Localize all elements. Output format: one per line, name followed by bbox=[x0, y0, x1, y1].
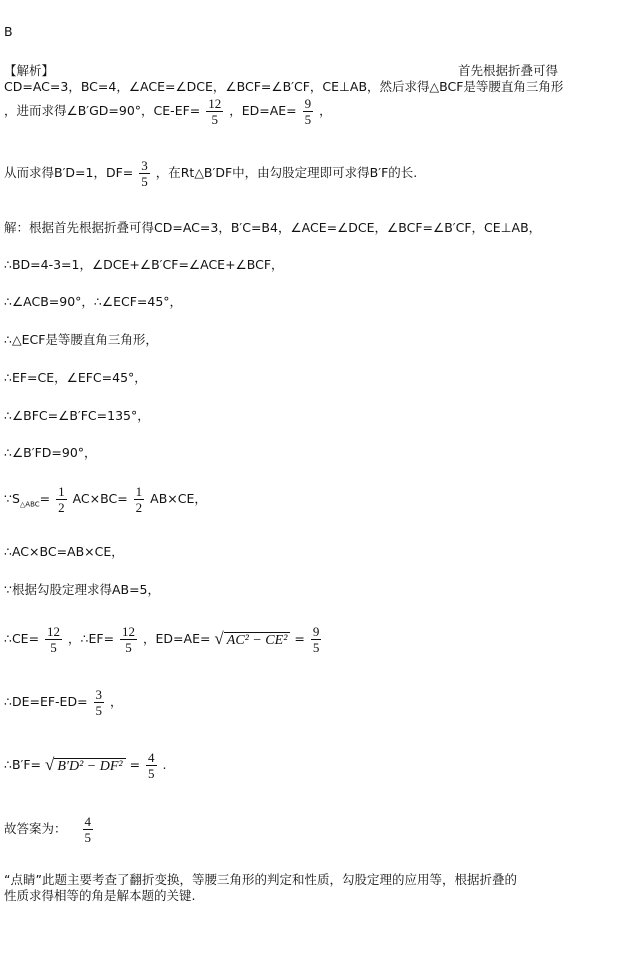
solution-line-8: $\because S_{\triangle ABC}=$ $\frac{1}{2}$ AC×BC= $\frac{1}{2}$ AB×CE， bbox=[4, 484, 207, 515]
solution-line-6: ∴∠BFC=∠B′FC=135°， bbox=[4, 408, 150, 423]
analysis-heading: 【解析】 bbox=[4, 63, 55, 78]
solution-line-11: ∴CE= $\frac{12}{5}$ ，∴EF= $\frac{12}{5}$ ，ED=AE= √ AC² − CE² = $\frac{9}{5}$ bbox=[4, 624, 320, 655]
solution-line-5: ∴EF=CE，∠EFC=45°， bbox=[4, 370, 147, 385]
square-root: √ AC² − CE² bbox=[214, 631, 290, 649]
comment-line-1: “点睛”此题主要考查了翻折变换，等腰三角形的判定和性质，勾股定理的应用等，根据折叠的 bbox=[4, 872, 517, 887]
solution-line-1: 解：根据首先根据折叠可得CD=AC=3，B′C=B4，∠ACE=∠DCE，∠BCF=∠B′CF，CE⊥AB， bbox=[4, 220, 542, 235]
fraction: $\frac{4}{5}$ bbox=[148, 750, 155, 781]
solution-line-4: ∴△ECF是等腰直角三角形， bbox=[4, 332, 158, 347]
fraction: $\frac{3}{5}$ bbox=[141, 158, 148, 189]
fraction: $\frac{12}{5}$ bbox=[47, 624, 61, 655]
fraction: $\frac{12}{5}$ bbox=[208, 96, 222, 127]
fraction: $\frac{12}{5}$ bbox=[122, 624, 136, 655]
fraction: $\frac{1}{2}$ bbox=[135, 484, 143, 515]
fraction: $\frac{3}{5}$ bbox=[95, 687, 103, 718]
square-root: √ B′D² − DF² bbox=[45, 757, 126, 775]
answer-line: 故答案为： $\frac{4}{5}$ bbox=[4, 814, 91, 845]
solution-line-9: ∴AC×BC=AB×CE， bbox=[4, 544, 124, 559]
answer-fraction: $\frac{4}{5}$ bbox=[84, 814, 91, 845]
analysis-line-1: CD=AC=3，BC=4，∠ACE=∠DCE，∠BCF=∠B′CF，CE⊥AB，然后求得△BCF是等腰直角三角形 bbox=[4, 79, 564, 94]
solution-line-2: ∴BD=4-3=1，∠DCE+∠B′CF=∠ACE+∠BCF， bbox=[4, 257, 284, 272]
comment-line-2: 性质求得相等的角是解本题的关键. bbox=[4, 888, 196, 903]
solution-line-7: ∴∠B′FD=90°， bbox=[4, 445, 97, 460]
solution-line-13: ∴B′F= √ B′D² − DF² = $\frac{4}{5}$ . bbox=[4, 750, 167, 781]
solution-line-12: ∴DE=EF-ED= $\frac{3}{5}$ ， bbox=[4, 687, 123, 718]
analysis-right-note: 首先根据折叠可得 bbox=[458, 63, 559, 78]
answer-letter: B bbox=[4, 24, 13, 39]
fraction: $\frac{9}{5}$ bbox=[312, 624, 320, 655]
fraction: $\frac{9}{5}$ bbox=[304, 96, 312, 127]
analysis-line-3: 从而求得B′D=1，DF= $\frac{3}{5}$ ，在Rt△B′DF中，由勾股定理即可求得B′F的长. bbox=[4, 158, 418, 189]
fraction: $\frac{1}{2}$ bbox=[58, 484, 65, 515]
solution-line-10: ∵根据勾股定理求得AB=5， bbox=[4, 582, 161, 597]
solution-line-3: ∴∠ACB=90°，∴∠ECF=45°， bbox=[4, 294, 183, 309]
analysis-line-2: ，进而求得∠B′GD=90°，CE-EF= $\frac{12}{5}$ ，ED=AE= $\frac{9}{5}$ ， bbox=[4, 96, 332, 127]
